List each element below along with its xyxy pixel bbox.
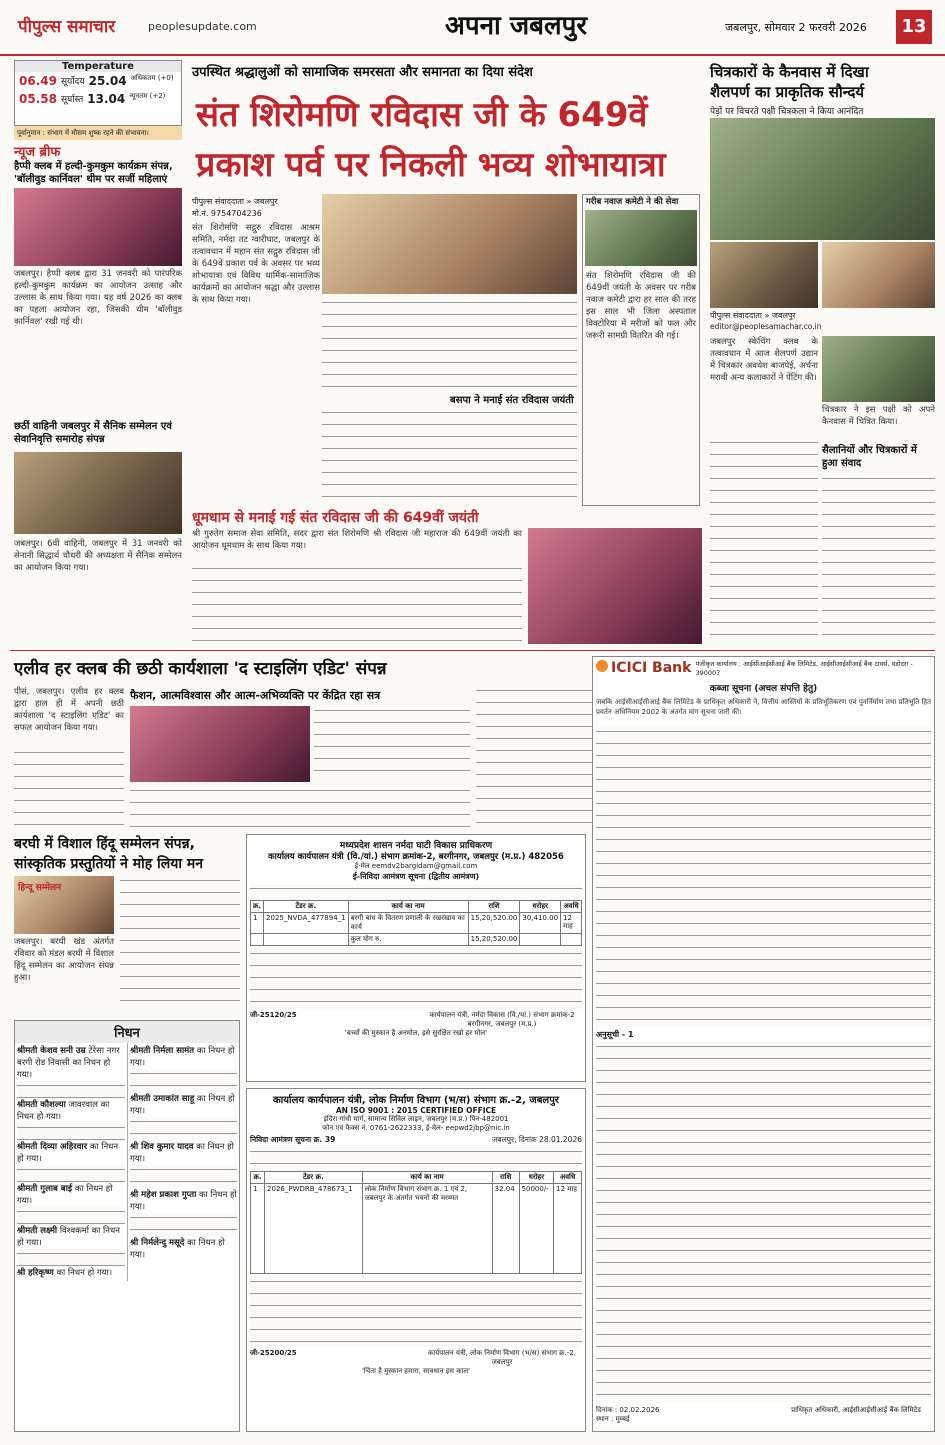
weather-box [14, 60, 182, 126]
lead-mobile: मो.नं. 9754704236 [192, 209, 262, 218]
hindu-body: जबलपुर। बरघी खंड अंतर्गत रविवार को मंडल बरघी में विशाल हिंदू सम्मेलन का आयोजन संपन्न हुआ। [14, 937, 114, 983]
artists-photo [710, 118, 935, 240]
artists-byline: पीपुल्स संवाददाता » जबलपुर [710, 311, 796, 320]
tender-text [250, 949, 582, 1009]
weather-label: Temperature [15, 61, 181, 72]
icici-title: कब्जा सूचना (अचल संपत्ति हेतु) [709, 684, 818, 694]
artists-caption: चित्रकार ने इस पक्षी को अपने कैनवास में चित्रित किया। [822, 405, 935, 427]
artists-body-cont [822, 474, 935, 644]
tender-address: इंदिरा गांधी मार्ग, सामान्य सिविल लाइन, जबलपुर (म.प्र.) पिन-482001 [323, 1115, 509, 1123]
tender-text [250, 1277, 582, 1347]
artists-photo [710, 242, 818, 308]
dhoom-body: श्री गुरुतेग समाज सेवा समिति, सदर द्वारा संत शिरोमणि श्री रविदास जी महाराज की 649वीं जयंती का आयोजन धूमधाम के साथ किया गया। [192, 529, 522, 551]
obituary-item: श्रीमती गुलाब बाई का निधन हो गया। [17, 1184, 113, 1206]
forecast: पूर्वानुमान : संभाग में मौसम शुष्क रहने की संभावना। [14, 126, 182, 140]
weather-row: 06.49 सूर्योदय 25.04 अधिकतम (+0) [19, 74, 174, 88]
tender-ad [246, 834, 586, 1082]
obituary-item: श्री शिव कुमार यादव का निधन हो गया। [130, 1142, 234, 1164]
elive-deck: फैशन, आत्मविश्वास और आत्म-अभिव्यक्ति पर केंद्रित रहा सत्र [130, 689, 381, 702]
club-photo [14, 188, 182, 266]
tender-cert: AN ISO 9001 : 2015 CERTIFIED OFFICE [335, 1106, 497, 1115]
brief-body: जबलपुर। हैप्पी क्लब द्वारा 31 जनवरी को पारंपरिक हल्दी-कुमकुम कार्यक्रम का आयोजन उत्साह और उल्लास के साथ किया गया। यह वर्ष 2026 का क्लब का पहला आयोजन रहा, जिसकी थीम 'बॉलीवुड कार्निवल' रखी गई थी। [14, 269, 182, 327]
news-brief-label: न्यूज ब्रीफ [14, 145, 61, 160]
elive-photo [130, 706, 310, 782]
icici-schedule: अनुसूची - 1 [596, 1030, 634, 1039]
site-url[interactable]: peoplesupdate.com [148, 20, 257, 33]
weather-row: 05.58 सूर्यास्त 13.04 न्यूनतम (+2) [19, 92, 166, 106]
artists-deck: पेड़ों पर विचरते पक्षी चित्रकला ने किया आनंदित [710, 107, 864, 117]
icici-notice [592, 656, 935, 1432]
icici-footer: दिनांक : 02.02.2026 स्थान : मुम्बई प्राधिकृत अधिकारी, आईसीआईसीआई बैंक लिमिटेड [596, 1406, 921, 1423]
lead-headline: संत शिरोमणि रविदास जी के 649वें [196, 95, 648, 135]
lead-body: संत शिरोमणि सद्गुरु रविदास आश्रम समिति, नर्मदा तट ग्वारीघाट, जबलपुर के तत्वावधान में महान संत सद्गुरु रविदास जी के 649वें प्रकाश पर्व के अवसर पर भव्य शोभायात्रा एवं विविध धार्मिक-सामाजिक कार्यक्रमों का आयोजन श्रद्धा और उल्लास के साथ किया गया। [192, 223, 320, 305]
dhoom-headline: धूमधाम से मनाई गई संत रविदास जी की 649वीं जयंती [192, 510, 479, 526]
lead-byline: पीपुल्स संवाददाता » जबलपुर [192, 197, 278, 206]
obituary-box [14, 1020, 240, 1432]
elive-body-cont [14, 748, 124, 828]
obituary-item: श्रीमती दिव्या अहिरवार का निधन हो गया। [17, 1142, 119, 1164]
artists-headline: शैलपर्ण का प्राकृतिक सौन्दर्य [710, 83, 865, 101]
table-row: 1 2026_PWDRB_478673_1 लोक निर्माण विभाग संभाग क्र. 1 एवं 2, जबलपुर के अंतर्गत भवनों की मरम्मत 32.04 50000/- 12 माह [251, 1184, 582, 1274]
icici-logo: ICICI Bank [596, 660, 691, 676]
artists-subhead: सैलानियों और चित्रकारों में हुआ संवाद [822, 445, 917, 469]
hindu-headline: बरघी में विशाल हिंदू सम्मेलन संपन्न, [14, 836, 195, 852]
brief-headline: हैप्पी क्लब में हल्दी-कुमकुम कार्यक्रम संपन्न, 'बॉलीवुड कार्निवल' थीम पर सजीं महिलाएं [14, 161, 173, 185]
lead-subhead: बसपा ने मनाई संत रविदास जयंती [450, 395, 574, 406]
tender-phone: फोन एवं फैक्स नं. 0761-2622333, ई-मेल- eepwd2jbp@nic.in [322, 1124, 510, 1132]
brand-logo: पीपुल्स समाचार [18, 17, 116, 37]
lead-kicker: उपस्थित श्रद्धालुओं को सामाजिक समरसता और समानता का दिया संदेश [192, 65, 533, 80]
page-number: 13 [896, 10, 932, 44]
obituary-item: श्रीमती निर्मला सामंत का निधन हो गया। [130, 1046, 235, 1068]
lead-headline: प्रकाश पर्व पर निकली भव्य शोभायात्रा [196, 145, 666, 185]
elive-body: पीसं, जबलपुर। एलीव हर क्लब द्वारा हाल ही में अपनी छठी कार्यशाला 'द स्टाइलिंग एडिट' का सफल आयोजन किया गया। [14, 687, 124, 733]
artists-email[interactable]: editor@peoplesamachar.co.in [710, 322, 822, 331]
icici-office: पंजीकृत कार्यालय : आईसीआईसीआई बैंक लिमिटेड, आईसीआईसीआई बैंक टावर्स, वडोदरा - 390007 [695, 660, 913, 677]
obituary-item: श्रीमती कौशल्या जावरवाल का निधन हो गया। [17, 1100, 110, 1122]
obituary-col [15, 1043, 127, 1281]
obituary-item: श्रीमती लक्ष्मी विश्वकर्मा का निधन हो गया। [17, 1226, 120, 1248]
obituary-col [127, 1043, 239, 1281]
tender-text [250, 1147, 582, 1171]
obituary-item: श्रीमती केशव सनी उम्र टेरेसा नगर बरगी रोड निवासी का निधन हो गया। [17, 1046, 120, 1080]
obituary-item: श्री निर्मलेन्दु मसूदे का निधन हो गया। [130, 1238, 225, 1260]
tender-footer: जी-25120/25 कार्यपालन यंत्री, नर्मदा विकास (वि./यां.) संभाग क्रमांक-2 बरगीनगर, जबलपुर (म.प्र.) [250, 1011, 575, 1028]
elive-body-cont [476, 686, 596, 828]
tender-slogan: 'बच्चों की मुस्कान है अनमोल, इसे सुरक्षित रखो हर मोल' [344, 1029, 488, 1037]
table-row: 1 2025_NVDA_477894_1 बरगी बांध के वितरण प्रणाली के रखरखाव का कार्य 15,20,520.00 30,410.00 12 माह [251, 913, 582, 934]
obituary-title: निधन [15, 1021, 239, 1043]
lead-body-cont [322, 408, 577, 504]
hindu-banner: हिन्दू सम्मेलन [18, 883, 62, 893]
side-story [582, 194, 700, 506]
tender-email[interactable]: ई-मेल eemdv2bargidam@gmail.com [354, 862, 478, 870]
artists-body-cont [710, 438, 818, 644]
tender-text [250, 884, 582, 900]
tender-office: कार्यालय कार्यपालन यंत्री (वि./यां.) संभाग क्रमांक-2, बरगीनगर, जबलपुर (म.प्र.) 482056 [268, 852, 564, 862]
divider [10, 650, 935, 651]
lead-body-cont [322, 298, 577, 392]
side-photo [585, 210, 697, 266]
tender-ad [246, 1088, 586, 1432]
dhoom-body-cont [192, 564, 522, 644]
tender-table: क्र. टेंडर क्र. कार्य का नाम राशि धरोहर अवधि 1 2026_PWDRB_478673_1 लोक निर्माण विभाग संभाग क्र. 1 एवं 2, जबलपुर के अंतर्गत भवनों की मरम्मत 32.04 50000/- 12 माह [250, 1171, 582, 1274]
obituary-item: श्री हरिकृष्ण का निधन हो गया। [17, 1268, 113, 1278]
lead-photo [322, 194, 577, 294]
side-caption: गरीब नवाज कमेटी ने की सेवा [586, 197, 679, 207]
hindu-body-cont [120, 876, 240, 1006]
tender-office: कार्यालय कार्यपालन यंत्री, लोक निर्माण विभाग (भ/स) संभाग क्र.-2, जबलपुर [272, 1095, 559, 1106]
elive-body-cont [130, 786, 470, 828]
elive-headline: एलीव हर क्लब की छठी कार्यशाला 'द स्टाइलिंग एडिट' संपन्न [14, 659, 387, 679]
tender-meta: निविदा आमंत्रण सूचना क्र. 39 जबलपुर, दिनांक 28.01.2026 [250, 1135, 582, 1144]
elive-body-cont [314, 706, 470, 782]
tender-slogan: 'चिंता है मुस्कान हमारा, सावधान इस काल' [361, 1367, 471, 1375]
section-title: अपना जबलपुर [445, 11, 588, 41]
bird-photo [822, 336, 935, 402]
brief-body: जबलपुर। 6वीं वाहिनी, जबलपुर में 31 जनवरी को सेनानी सिद्धार्थ चौधरी की अध्यक्षता में सैनिक सम्मेलन का आयोजन किया गया। [14, 539, 182, 573]
artists-headline: चित्रकारों के कैनवास में दिखा [710, 63, 869, 81]
dateline: जबलपुर, सोमवार 2 फरवरी 2026 [725, 21, 867, 34]
hindu-headline: सांस्कृतिक प्रस्तुतियों ने मोह लिया मन [14, 856, 203, 872]
artists-body: जबलपुर स्केचिंग क्लब के तत्वावधान में आज शैलपर्ण उद्यान में चित्रकार अवधेश बाजपेई, अर्चना मरावी अन्य कलाकारों ने पेंटिंग की। [710, 337, 818, 383]
tender-footer: जी-25200/25 कार्यपालन यंत्री, लोक निर्माण विभाग (भ/स) संभाग क्र.-2, जबलपुर [250, 1349, 576, 1366]
tender-table: क्र. टेंडर क्र. कार्य का नाम राशि धरोहर अवधि 1 2025_NVDA_477894_1 बरगी बांध के वितरण प्रणाली के रखरखाव का कार्य 15,20,520.00 30,410.00 12 माह कुल योग रु. 15,20,520.00 [250, 900, 582, 946]
icici-text [596, 727, 931, 1027]
tender-org: मध्यप्रदेश शासन नर्मदा घाटी विकास प्राधिकरण [339, 841, 493, 851]
tender-notice: ई-निविदा आमंत्रण सूचना (द्वितीय आमंत्रण) [352, 872, 480, 881]
brief-headline: छठीं वाहिनी जबलपुर में सैनिक सम्मेलन एवं सेवानिवृत्ति समारोह संपन्न [14, 421, 172, 445]
icici-body: जबकि आईसीआईसीआई बैंक लिमिटेड के प्राधिकृत अधिकारी ने, वित्तीय आस्तियों के प्रतिभूतिकरण एवं पुनर्निर्माण तथा प्रतिभूति हित प्रवर्तन अधिनियम 2002 के अंतर्गत मांग सूचना जारी की। [596, 698, 931, 716]
dhoom-photo [528, 528, 702, 644]
obituary-item: श्रीमती उमाकांत साहू का निधन हो गया। [130, 1094, 235, 1116]
icici-text [596, 1042, 931, 1402]
bank-icon [596, 660, 608, 672]
soldier-photo [14, 452, 182, 534]
artists-photo [822, 242, 935, 308]
side-body: संत शिरोमणि रविदास जी की 649वीं जयंती के अवसर पर गरीब नवाज कमेटी द्वारा हर साल की तरह इस साल भी जिला अस्पताल विक्टोरिया में मरीजों को फल और जरूरी सामग्री वितरित की गई। [586, 271, 696, 341]
obituary-item: श्री महेश प्रकाश गुप्ता का निधन हो गया। [130, 1190, 237, 1212]
masthead [0, 0, 945, 56]
